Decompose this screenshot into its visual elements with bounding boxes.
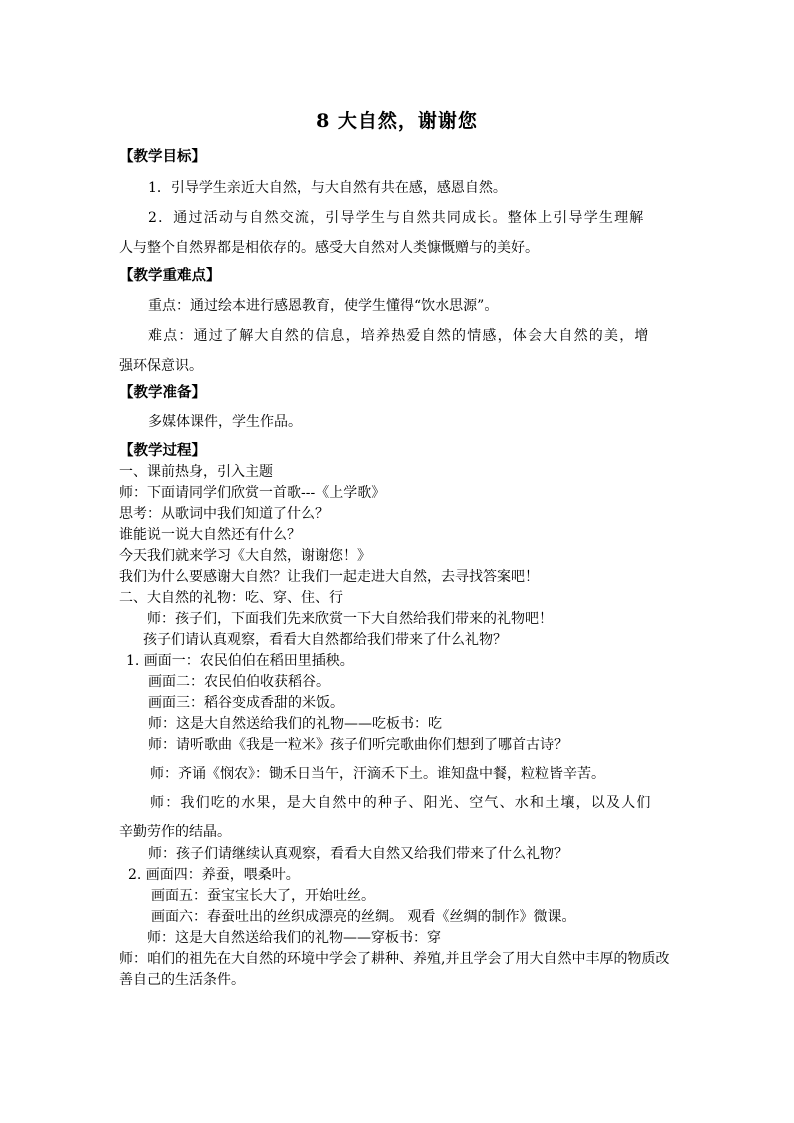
process-line: 今天我们就来学习《大自然，谢谢您！》 xyxy=(119,548,371,564)
page-title: 8 大自然，谢谢您 xyxy=(316,110,478,132)
process-line: 师：我们吃的水果，是大自然中的种子、阳光、空气、水和土壤，以及人们 xyxy=(150,795,652,811)
process-line: 师：孩子们请继续认真观察，看看大自然又给我们带来了什么礼物？ xyxy=(148,846,568,862)
process-line: 师：齐诵《悯农》：锄禾日当午，汗滴禾下土。谁知盘中餐，粒粒皆辛苦。 xyxy=(150,766,605,782)
process-line: 二、大自然的礼物：吃、穿、住、行 xyxy=(119,590,343,606)
process-line: 画面三：稻谷变成香甜的米饭。 xyxy=(148,695,344,711)
process-line: 画面六：春蚕吐出的丝织成漂亮的丝绸。 观看《丝绸的制作》微课。 xyxy=(151,909,576,925)
process-line: 孩子们请认真观察，看看大自然都给我们带来了什么礼物？ xyxy=(143,632,507,648)
section-heading-preparation: 【教学准备】 xyxy=(119,384,206,401)
process-line: 师：下面请同学们欣赏一首歌---《上学歌》 xyxy=(119,485,386,501)
process-line: 画面五：蚕宝宝长大了，开始吐丝。 xyxy=(151,888,375,904)
process-line: 2. 画面四：养蚕，喂桑叶。 xyxy=(128,867,300,883)
section-heading-key-points: 【教学重难点】 xyxy=(119,267,221,284)
key-point-focus: 重点：通过绘本进行感恩教育，使学生懂得“饮水思源”。 xyxy=(148,298,499,314)
process-line: 师：这是大自然送给我们的礼物——吃板书：吃 xyxy=(148,716,442,732)
process-line: 师：孩子们，下面我们先来欣赏一下大自然给我们带来的礼物吧！ xyxy=(147,611,553,627)
goal-item-2-cont: 人与整个自然界都是相依存的。感受大自然对人类慷慨赠与的美好。 xyxy=(119,240,539,256)
goal-item-1: 1．引导学生亲近大自然，与大自然有共在感，感恩自然。 xyxy=(148,180,507,196)
process-line: 我们为什么要感谢大自然？让我们一起走进大自然，去寻找答案吧！ xyxy=(119,569,539,585)
process-line: 师：这是大自然送给我们的礼物——穿板书：穿 xyxy=(147,930,441,946)
process-line: 师：请听歌曲《我是一粒米》孩子们听完歌曲你们想到了哪首古诗？ xyxy=(148,737,568,753)
process-line: 思考：从歌词中我们知道了什么？ xyxy=(119,506,329,522)
section-heading-process: 【教学过程】 xyxy=(119,442,206,459)
process-line: 辛勤劳作的结晶。 xyxy=(119,824,231,840)
goal-item-2: 2．通过活动与自然交流，引导学生与自然共同成长。整体上引导学生理解 xyxy=(148,210,645,226)
process-line: 师：咱们的祖先在大自然的环境中学会了耕种、养殖,并且学会了用大自然中丰厚的物质改 xyxy=(119,951,670,967)
process-line: 善自己的生活条件。 xyxy=(119,972,245,988)
process-line: 一、课前热身，引入主题 xyxy=(119,464,273,480)
process-line: 画面二：农民伯伯收获稻谷。 xyxy=(148,674,330,690)
key-point-difficulty: 难点：通过了解大自然的信息，培养热爱自然的情感，体会大自然的美，增 xyxy=(148,328,650,344)
process-line: 1. 画面一：农民伯伯在稻田里插秧。 xyxy=(126,653,354,669)
preparation-item: 多媒体课件，学生作品。 xyxy=(148,414,302,430)
key-point-difficulty-cont: 强环保意识。 xyxy=(119,358,203,374)
section-heading-goals: 【教学目标】 xyxy=(119,148,206,165)
process-line: 谁能说一说大自然还有什么？ xyxy=(119,527,301,543)
